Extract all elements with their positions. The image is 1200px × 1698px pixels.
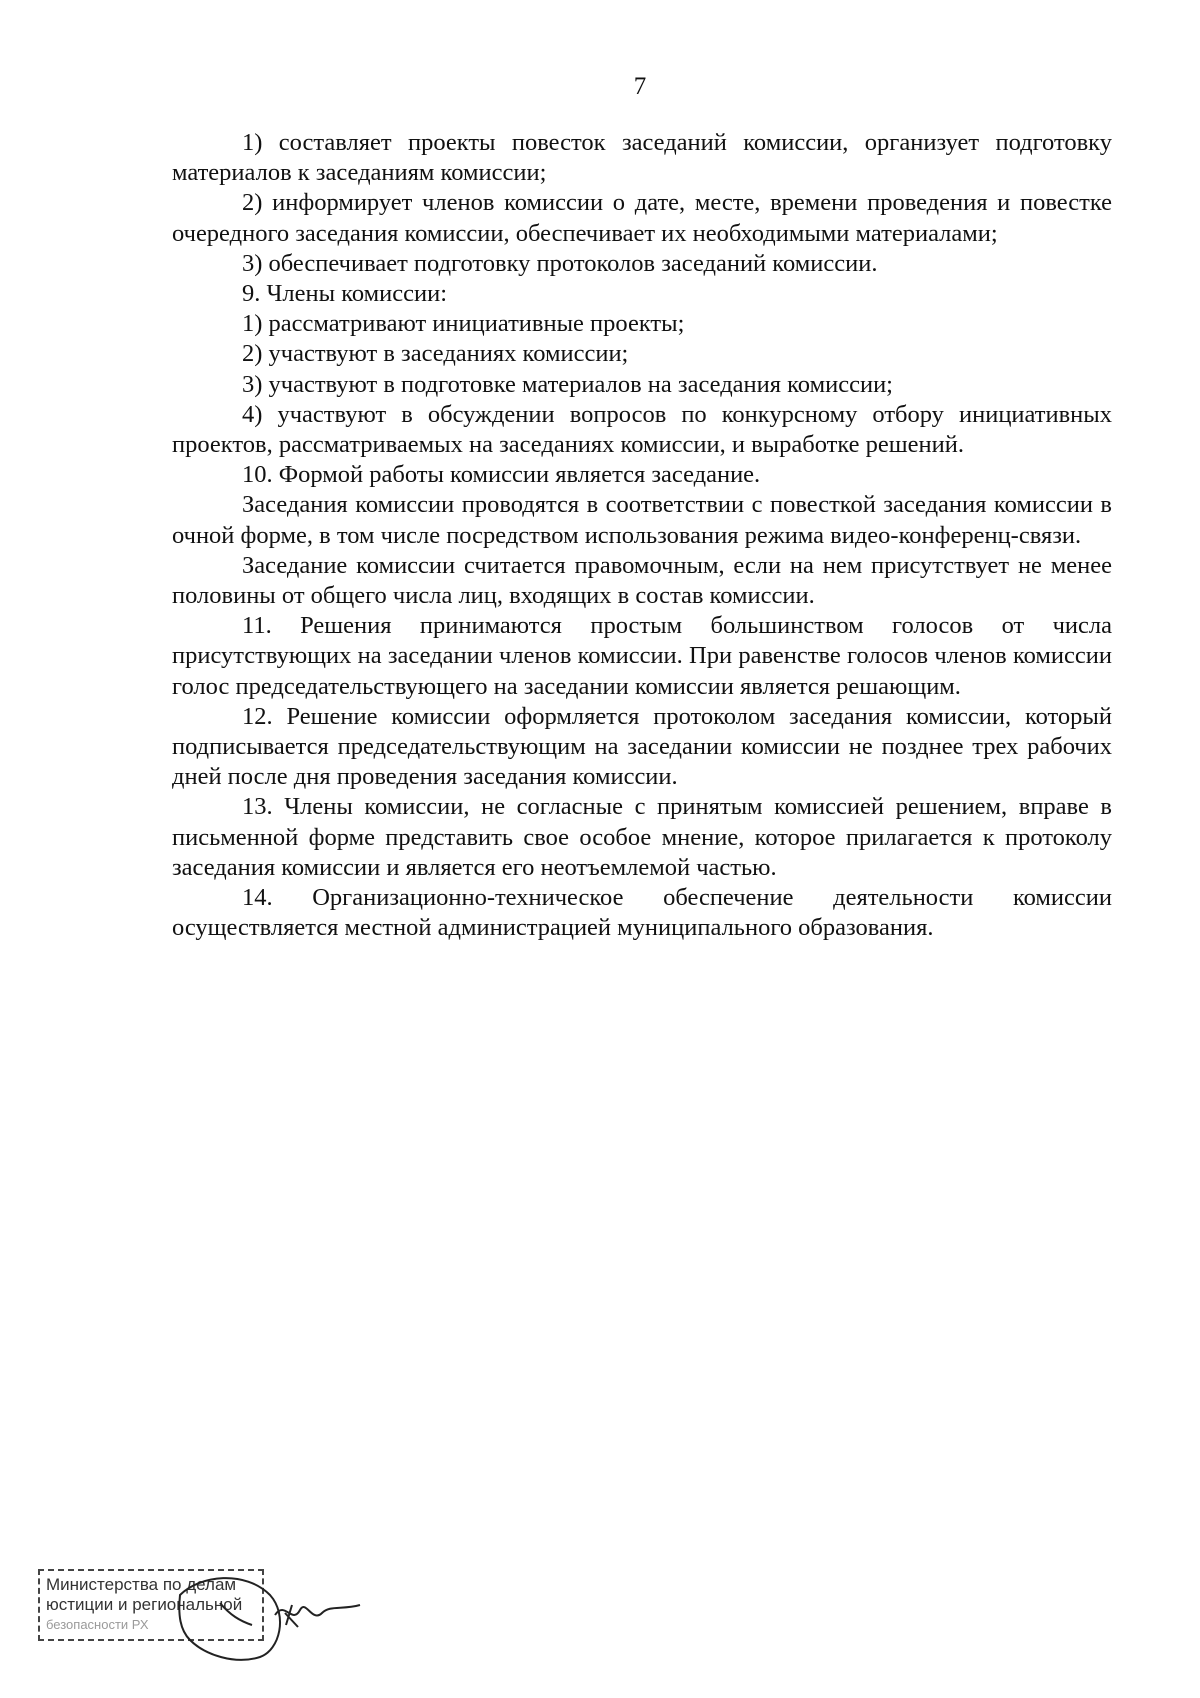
paragraph: 3) участвуют в подготовке материалов на заседания комиссии; <box>242 370 893 398</box>
stamp-line: безопасности РХ <box>46 1617 149 1632</box>
paragraph: 11. Решения принимаются простым большинством голосов от числа присутствующих на заседании членов комиссии. При равенстве голосов членов комиссии голос председательствующего на заседании комиссии является решающим. <box>172 612 1112 700</box>
paragraph: 3) обеспечивает подготовку протоколов заседаний комиссии. <box>242 249 878 277</box>
paragraph: 1) рассматривают инициативные проекты; <box>242 310 685 338</box>
document-body <box>172 128 1112 943</box>
ministry-stamp <box>30 1555 370 1675</box>
paragraph: 4) участвуют в обсуждении вопросов по конкурсному отбору инициативных проектов, рассматриваемых на заседаниях комиссии, и выработке решений. <box>172 400 1112 459</box>
paragraph: 1) составляет проекты повесток заседаний комиссии, организует подготовку материалов к заседаниям комиссии; <box>172 129 1112 187</box>
paragraph: 9. Члены комиссии: <box>242 280 448 308</box>
stamp-line: Министерства по делам <box>46 1575 237 1594</box>
paragraph: 12. Решение комиссии оформляется протоколом заседания комиссии, который подписывается председательствующим на заседании комиссии не позднее трех рабочих дней после дня проведения заседания комиссии. <box>172 702 1112 791</box>
paragraph: 14. Организационно-техническое обеспечение деятельности комиссии осуществляется местной администрацией муниципального образования. <box>172 884 1112 942</box>
paragraph: 10. Формой работы комиссии является заседание. <box>242 461 761 489</box>
paragraph: Заседание комиссии считается правомочным, если на нем присутствует не менее половины от общего числа лиц, входящих в состав комиссии. <box>172 551 1112 610</box>
stamp-line: юстиции и региональной <box>46 1595 243 1614</box>
paragraph: 2) информирует членов комиссии о дате, месте, времени проведения и повестке очередного заседания комиссии, обеспечивает их необходимыми материалами; <box>172 189 1112 247</box>
paragraph: 2) участвуют в заседаниях комиссии; <box>242 340 629 368</box>
paragraph: 13. Члены комиссии, не согласные с принятым комиссией решением, вправе в письменной форме представить свое особое мнение, которое прилагается к протоколу заседания комиссии и является его неотъемлемой частью. <box>172 793 1112 881</box>
page-number: 7 <box>633 73 647 100</box>
paragraph: Заседания комиссии проводятся в соответствии с повесткой заседания комиссии в очной форме, в том числе посредством использования режима видео-конференц-связи. <box>172 491 1112 549</box>
signature-scribble <box>30 1555 370 1675</box>
